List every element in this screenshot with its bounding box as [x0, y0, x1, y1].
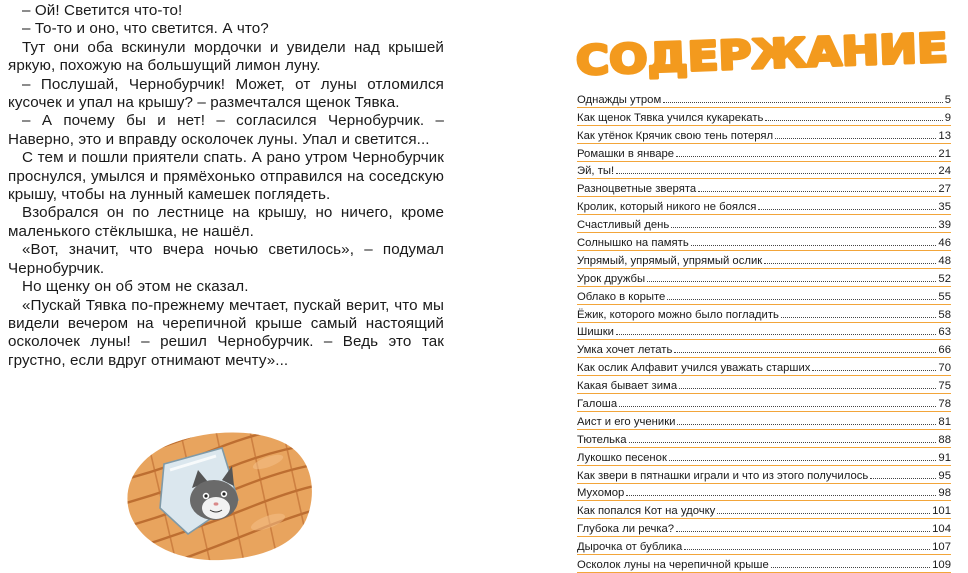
toc-entry-title: Тютелька [577, 433, 627, 446]
story-paragraph: – То-то и оно, что светится. А что? [22, 20, 269, 38]
toc-entry-page: 66 [938, 344, 951, 357]
story-paragraph: – Ой! Светится что-то! [22, 2, 183, 19]
toc-entry[interactable] [577, 126, 951, 144]
toc-entry[interactable] [577, 108, 951, 126]
story-text [8, 2, 444, 370]
toc-entry[interactable] [577, 323, 951, 341]
toc-entry-page: 58 [938, 308, 951, 321]
toc-entry[interactable] [577, 501, 951, 519]
toc-entry-page: 48 [938, 254, 951, 267]
toc-entry-title: Эй, ты! [577, 165, 615, 178]
toc-entry-title: Аист и его ученики [577, 415, 676, 428]
story-paragraph: Но щенку он об этом не сказал. [22, 278, 249, 296]
toc-leader-dots [647, 281, 936, 282]
toc-entry-page: 9 [944, 111, 951, 124]
toc-entry[interactable] [577, 358, 951, 376]
toc-entry[interactable] [577, 466, 951, 484]
toc-leader-dots [775, 138, 936, 139]
toc-leader-dots [616, 173, 936, 174]
toc-entry-title: Урок дружбы [577, 272, 646, 285]
toc-entry[interactable] [577, 430, 951, 448]
toc-entry-page: 13 [938, 129, 951, 142]
toc-entry-title: Какая бывает зима [577, 380, 678, 393]
toc-entry-title: Кролик, который никого не боялся [577, 201, 757, 214]
toc-leader-dots [781, 317, 937, 318]
toc-leader-dots [698, 191, 936, 192]
toc-leader-dots [812, 370, 936, 371]
toc-entry-title: Упрямый, упрямый, упрямый ослик [577, 254, 763, 267]
toc-entry[interactable] [577, 537, 951, 555]
toc-entry-title: Как звери в пятнашки играли и что из этого получилось [577, 469, 869, 482]
toc-entry-title: Глубока ли речка? [577, 523, 675, 536]
toc-leader-dots [674, 352, 936, 353]
toc-entry-title: Мухомор [577, 487, 625, 500]
story-paragraph: С тем и пошли приятели спать. А рано утром Чернобурчик проснулся, умылся и прямёхонько отправился на соседскую крышу, чтобы на лунный камешек поглядеть. [8, 149, 444, 204]
toc-entry-title: Как щенок Тявка учился кукарекать [577, 111, 764, 124]
toc-entry[interactable] [577, 144, 951, 162]
toc-entry-title: Счастливый день [577, 219, 670, 232]
toc-entry-title: Облако в корыте [577, 290, 666, 303]
toc-entry[interactable] [577, 412, 951, 430]
toc-entry-page: 35 [938, 201, 951, 214]
toc-entry-page: 107 [932, 541, 951, 554]
story-paragraph: «Пускай Тявка по-прежнему мечтает, пускай верит, что мы видели вечером на черепичной крыше самый настоящий осколочек луны! – решил Чернобурчик. – Ведь это так грустно, если вдруг отнимают мечту»... [8, 296, 444, 369]
toc-entry-page: 52 [938, 272, 951, 285]
toc-entry[interactable] [577, 233, 951, 251]
toc-entry-page: 95 [938, 469, 951, 482]
story-paragraph: Взобрался он по лестнице на крышу, но ничего, кроме маленького стёклышка, не нашёл. [8, 204, 444, 240]
toc-entry-title: Ёжик, которого можно было погладить [577, 308, 779, 321]
toc-leader-dots [691, 245, 937, 246]
toc-leader-dots [629, 442, 937, 443]
toc-entry-title: Как попался Кот на удочку [577, 505, 716, 518]
toc-entry[interactable] [577, 90, 951, 108]
toc-entry-page: 55 [938, 290, 951, 303]
toc-list [577, 90, 951, 573]
toc-leader-dots [717, 513, 930, 514]
toc-entry[interactable] [577, 305, 951, 323]
toc-leader-dots [684, 549, 930, 550]
toc-entry[interactable] [577, 376, 951, 394]
toc-entry[interactable] [577, 340, 951, 358]
toc-leader-dots [870, 478, 936, 479]
toc-entry-page: 91 [938, 451, 951, 464]
toc-entry[interactable] [577, 394, 951, 412]
toc-entry-page: 98 [938, 487, 951, 500]
toc-leader-dots [619, 406, 936, 407]
toc-entry[interactable] [577, 251, 951, 269]
toc-entry-title: Солнышко на память [577, 237, 689, 250]
story-paragraph: Тут они оба вскинули мордочки и увидели над крышей яркую, похожую на большущий лимон луну. [8, 38, 444, 75]
story-paragraph: – Послушай, Чернобурчик! Может, от луны отломился кусочек и упал на крышу? – размечтался щенок Тявка. [8, 75, 444, 112]
toc-entry-title: Лукошко песенок [577, 451, 667, 464]
toc-entry-title: Умка хочет летать [577, 344, 673, 357]
toc-entry-title: Однажды утром [577, 93, 662, 106]
toc-leader-dots [616, 334, 936, 335]
toc-entry[interactable] [577, 555, 951, 573]
toc-entry-title: Как ослик Алфавит учился уважать старших [577, 362, 811, 375]
toc-leader-dots [771, 567, 930, 568]
toc-entry-page: 39 [938, 219, 951, 232]
toc-entry[interactable] [577, 269, 951, 287]
toc-entry-title: Галоша [577, 398, 618, 411]
story-paragraph: «Вот, значит, что вчера ночью светилось», – подумал Чернобурчик. [8, 241, 444, 277]
toc-entry-page: 101 [932, 505, 951, 518]
toc-leader-dots [679, 388, 936, 389]
toc-heading-text: СОДЕРЖАНИЕ [575, 26, 907, 85]
toc-heading [566, 16, 958, 86]
toc-entry-title: Осколок луны на черепичной крыше [577, 559, 769, 572]
toc-entry-page: 78 [938, 398, 951, 411]
toc-entry[interactable] [577, 215, 951, 233]
toc-entry-page: 81 [938, 415, 951, 428]
toc-entry-page: 88 [938, 433, 951, 446]
toc-entry-page: 46 [938, 237, 951, 250]
toc-entry-page: 109 [932, 559, 951, 572]
toc-entry[interactable] [577, 484, 951, 502]
toc-leader-dots [676, 156, 936, 157]
toc-entry-page: 63 [938, 326, 951, 339]
toc-entry[interactable] [577, 287, 951, 305]
toc-entry-title: Разноцветные зверята [577, 183, 697, 196]
toc-entry-page: 27 [938, 183, 951, 196]
toc-entry[interactable] [577, 197, 951, 215]
toc-entry-page: 24 [938, 165, 951, 178]
toc-entry[interactable] [577, 162, 951, 180]
toc-entry[interactable] [577, 448, 951, 466]
toc-leader-dots [671, 227, 936, 228]
toc-entry-page: 75 [938, 380, 951, 393]
toc-entry-page: 70 [938, 362, 951, 375]
toc-leader-dots [676, 531, 930, 532]
toc-entry[interactable] [577, 179, 951, 197]
toc-leader-dots [667, 299, 936, 300]
toc-entry-title: Ромашки в январе [577, 147, 675, 160]
toc-leader-dots [764, 263, 936, 264]
story-paragraph: – А почему бы и нет! – согласился Чернобурчик. – Наверно, это и вправду осколочек луны. Упал и светится... [8, 112, 444, 148]
toc-entry-page: 21 [938, 147, 951, 160]
toc-entry-page: 104 [932, 523, 951, 536]
toc-leader-dots [758, 209, 936, 210]
toc-leader-dots [626, 495, 936, 496]
toc-leader-dots [677, 424, 936, 425]
toc-leader-dots [669, 460, 937, 461]
toc-entry-page: 5 [944, 93, 951, 106]
toc-entry-title: Дырочка от бублика [577, 541, 683, 554]
toc-entry-title: Как утёнок Крячик свою тень потерял [577, 129, 774, 142]
toc-entry[interactable] [577, 519, 951, 537]
roof-cat-illustration [118, 422, 318, 562]
toc-leader-dots [765, 120, 942, 121]
toc-leader-dots [663, 102, 942, 103]
toc-entry-title: Шишки [577, 326, 614, 339]
